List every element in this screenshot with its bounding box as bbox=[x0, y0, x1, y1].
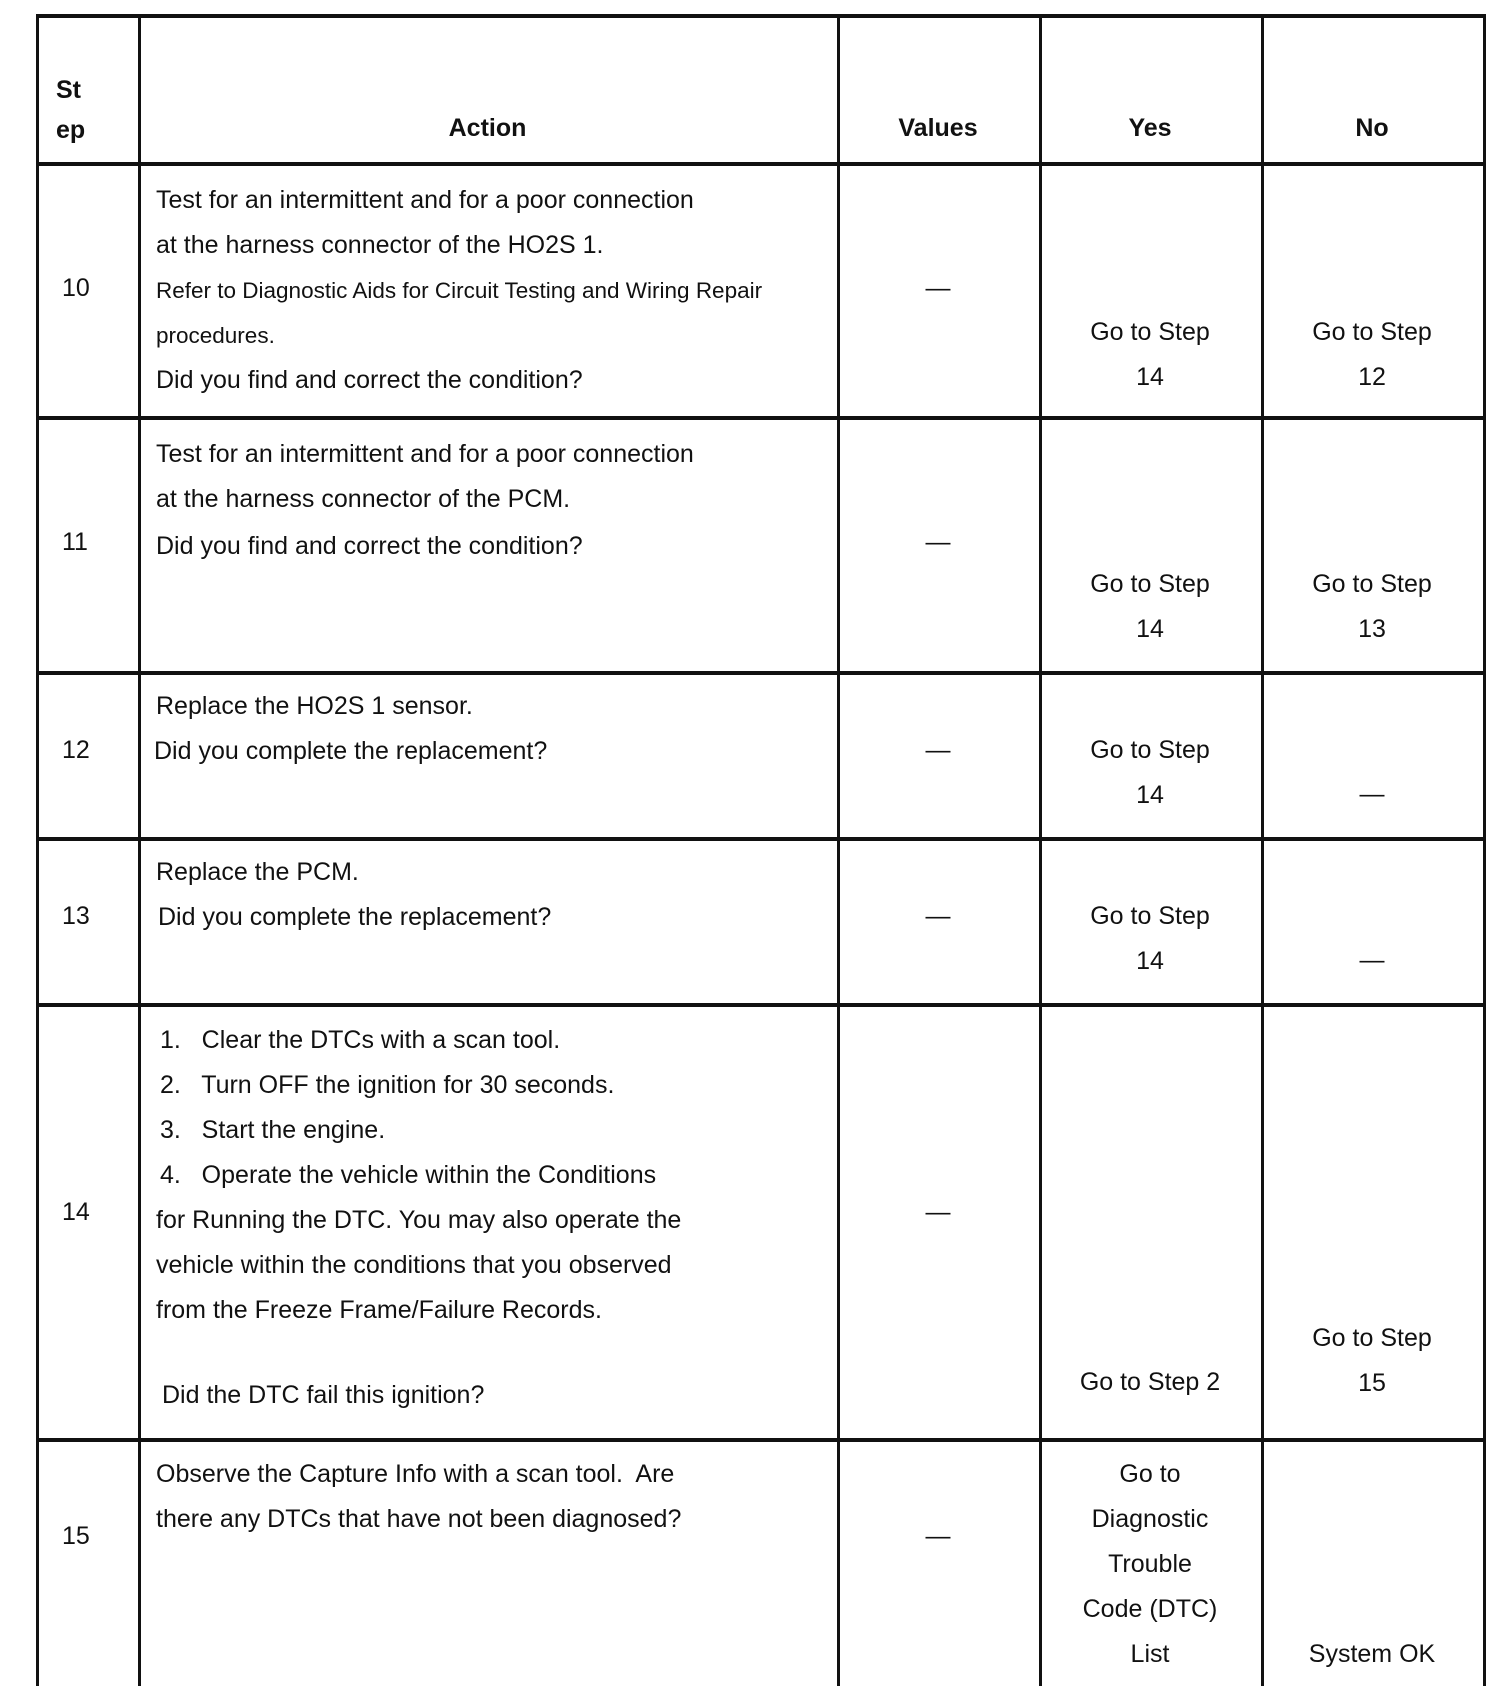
yes-cell bbox=[1039, 562, 1261, 652]
action-text bbox=[156, 178, 762, 403]
header-step-line: ep bbox=[56, 116, 86, 144]
action-line: Replace the HO2S 1 sensor. bbox=[156, 692, 473, 720]
no-cell bbox=[1261, 772, 1483, 817]
action-line: vehicle within the conditions that you observed bbox=[156, 1251, 672, 1279]
yes-cell bbox=[1039, 1360, 1261, 1405]
action-text bbox=[154, 684, 547, 774]
no-line: 13 bbox=[1358, 615, 1386, 643]
grid-line bbox=[1261, 14, 1264, 1686]
yes-cell bbox=[1039, 894, 1261, 984]
step-number: 13 bbox=[62, 902, 90, 930]
action-line: from the Freeze Frame/Failure Records. bbox=[156, 1296, 602, 1324]
action-line: Did you complete the replacement? bbox=[158, 903, 552, 931]
yes-line: Go to bbox=[1119, 1460, 1181, 1488]
grid-line bbox=[837, 14, 840, 1686]
no-line: — bbox=[1359, 780, 1385, 808]
yes-line: Code (DTC) bbox=[1082, 1595, 1218, 1623]
no-line: 15 bbox=[1358, 1369, 1386, 1397]
action-text bbox=[156, 1452, 681, 1542]
header-values: Values bbox=[898, 114, 978, 142]
yes-line: List bbox=[1130, 1640, 1170, 1668]
no-cell bbox=[1261, 938, 1483, 983]
step-number: 14 bbox=[62, 1198, 90, 1226]
action-line: for Running the DTC. You may also operate the bbox=[156, 1206, 682, 1234]
action-line: 3. Start the engine. bbox=[160, 1116, 386, 1144]
no-cell bbox=[1261, 1632, 1483, 1677]
header-yes: Yes bbox=[1128, 114, 1172, 142]
yes-line: 14 bbox=[1136, 363, 1164, 391]
grid-line bbox=[36, 1003, 1486, 1007]
values-cell: — bbox=[925, 736, 951, 764]
action-line: Refer to Diagnostic Aids for Circuit Testing and Wiring Repair bbox=[156, 278, 763, 303]
yes-line: Trouble bbox=[1108, 1550, 1192, 1578]
grid-line bbox=[36, 1438, 1486, 1442]
yes-line: 14 bbox=[1136, 781, 1164, 809]
no-line: Go to Step bbox=[1312, 570, 1432, 598]
no-cell bbox=[1261, 1316, 1483, 1406]
step-number: 10 bbox=[62, 274, 90, 302]
action-line: Did you complete the replacement? bbox=[154, 737, 548, 765]
yes-cell bbox=[1039, 310, 1261, 400]
action-line: there any DTCs that have not been diagnosed? bbox=[156, 1505, 682, 1533]
action-line: 1. Clear the DTCs with a scan tool. bbox=[160, 1026, 561, 1054]
action-line: procedures. bbox=[156, 323, 275, 348]
yes-line: Go to Step 2 bbox=[1079, 1368, 1221, 1396]
grid-line bbox=[36, 14, 39, 1686]
grid-line bbox=[138, 14, 141, 1686]
action-line: at the harness connector of the HO2S 1. bbox=[156, 231, 604, 259]
no-line: Go to Step bbox=[1312, 318, 1432, 346]
header-step bbox=[56, 70, 85, 150]
values-cell: — bbox=[925, 274, 951, 302]
diagnostic-table bbox=[36, 14, 1486, 1686]
grid-line bbox=[36, 671, 1486, 675]
no-line: — bbox=[1359, 946, 1385, 974]
yes-cell bbox=[1039, 1452, 1261, 1677]
action-text bbox=[156, 432, 694, 569]
yes-cell bbox=[1039, 728, 1261, 818]
header-action: Action bbox=[448, 114, 527, 142]
step-number: 11 bbox=[62, 528, 88, 556]
grid-line bbox=[36, 416, 1486, 420]
yes-line: Diagnostic bbox=[1091, 1505, 1209, 1533]
values-cell: — bbox=[925, 528, 951, 556]
action-line: Test for an intermittent and for a poor connection bbox=[156, 186, 694, 214]
values-cell: — bbox=[925, 902, 951, 930]
step-number: 12 bbox=[62, 736, 90, 764]
action-text bbox=[156, 1018, 681, 1418]
yes-line: Go to Step bbox=[1090, 318, 1210, 346]
no-line: System OK bbox=[1308, 1640, 1436, 1668]
action-text bbox=[156, 850, 551, 940]
values-cell: — bbox=[925, 1198, 951, 1226]
action-line: Did you find and correct the condition? bbox=[156, 366, 583, 394]
header-step-line: St bbox=[56, 76, 81, 104]
no-cell bbox=[1261, 562, 1483, 652]
action-line: 2. Turn OFF the ignition for 30 seconds. bbox=[160, 1071, 615, 1099]
header-no: No bbox=[1355, 114, 1389, 142]
no-line: 12 bbox=[1358, 363, 1386, 391]
yes-line: 14 bbox=[1136, 947, 1164, 975]
yes-line: Go to Step bbox=[1090, 570, 1210, 598]
action-line: 4. Operate the vehicle within the Conditions bbox=[160, 1161, 657, 1189]
grid-line bbox=[36, 837, 1486, 841]
yes-line: Go to Step bbox=[1090, 902, 1210, 930]
yes-line: Go to Step bbox=[1090, 736, 1210, 764]
yes-line: 14 bbox=[1136, 615, 1164, 643]
action-line: Did you find and correct the condition? bbox=[156, 532, 583, 560]
no-cell bbox=[1261, 310, 1483, 400]
action-line: Test for an intermittent and for a poor connection bbox=[156, 440, 694, 468]
no-line: Go to Step bbox=[1312, 1324, 1432, 1352]
grid-line bbox=[1483, 14, 1486, 1686]
action-line: at the harness connector of the PCM. bbox=[156, 485, 571, 513]
grid-line bbox=[1039, 14, 1042, 1686]
action-line: Did the DTC fail this ignition? bbox=[162, 1381, 485, 1409]
action-line: Observe the Capture Info with a scan tool. Are bbox=[156, 1460, 675, 1488]
grid-line bbox=[36, 162, 1486, 166]
step-number: 15 bbox=[62, 1522, 90, 1550]
action-line: Replace the PCM. bbox=[156, 858, 359, 886]
grid-line bbox=[36, 14, 1486, 18]
values-cell: — bbox=[925, 1522, 951, 1550]
